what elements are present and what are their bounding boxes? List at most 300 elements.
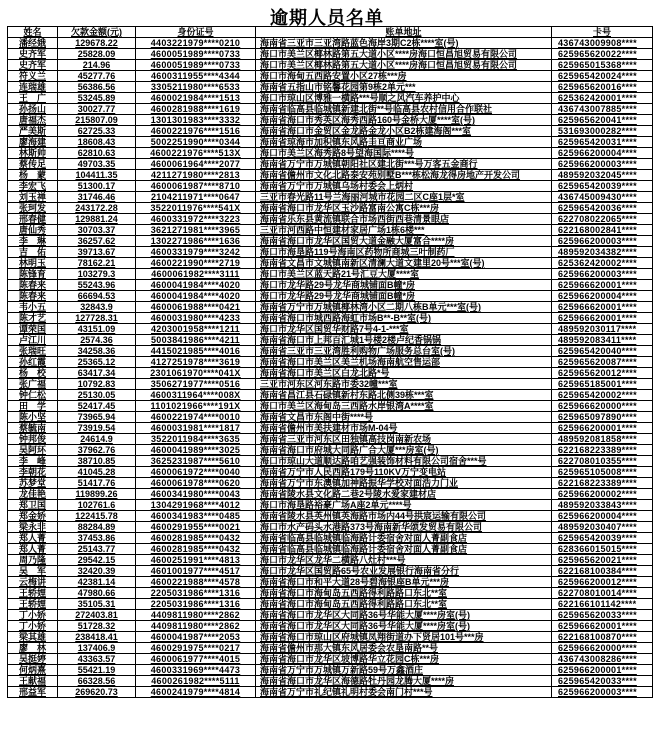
cell-billing-address: 海口市龙华区国贸华财路7号4-1-***室 <box>256 324 552 335</box>
cell-id-number: 3506271977****0516 <box>136 379 256 390</box>
table-row <box>8 38 653 49</box>
cell-id-number: 4600221976****513X <box>136 148 256 159</box>
cell-id-number: 4600221990****2719 <box>136 258 256 269</box>
cell-amount: 38710.85 <box>58 456 136 467</box>
cell-id-number: 4600061964****2077 <box>136 159 256 170</box>
cell-name: 李 峰 <box>8 456 58 467</box>
cell-name: 陈春来 <box>8 291 58 302</box>
page-title: 逾期人员名单 <box>270 8 384 28</box>
cell-billing-address: 海南省海口市龙华区大同路36号华能大厦****房室(号) <box>256 610 552 621</box>
cell-amount: 24614.9 <box>58 434 136 445</box>
cell-amount: 25143.77 <box>58 544 136 555</box>
cell-billing-address: 海口市龙华路29号龙华商城铺面B幢*房 <box>256 291 552 302</box>
cell-card-number: 622708010355**** <box>552 456 653 467</box>
cell-name: 郑卫国 <box>8 500 58 511</box>
cell-id-number: 4415021985****4016 <box>136 346 256 357</box>
cell-amount: 43363.57 <box>58 654 136 665</box>
cell-card-number: 625965620016**** <box>552 82 653 93</box>
cell-name: 张瑞旺 <box>8 346 58 357</box>
cell-amount: 272403.81 <box>58 610 136 621</box>
cell-id-number: 1304291968****4012 <box>136 500 256 511</box>
cell-amount: 53245.89 <box>58 93 136 104</box>
cell-billing-address: 海南省海口市龙华区海德路牡丹园龙腾大厦****房 <box>256 676 552 687</box>
table-row <box>8 280 653 291</box>
cell-card-number: 625965420039**** <box>552 533 653 544</box>
table-row <box>8 456 653 467</box>
table-row <box>8 357 653 368</box>
cell-card-number: 622166101142**** <box>552 599 653 610</box>
cell-amount: 30703.37 <box>58 225 136 236</box>
cell-id-number: 4600061982****3111 <box>136 269 256 280</box>
cell-id-number: 4600061977****4015 <box>136 654 256 665</box>
cell-id-number: 2301061970****041X <box>136 368 256 379</box>
cell-id-number: 4600331972****3223 <box>136 214 256 225</box>
cell-name: 郑人菁 <box>8 533 58 544</box>
cell-billing-address: 海南省万宁市东澳镇加神路振华学校对面浩力门业 <box>256 478 552 489</box>
table-row <box>8 467 653 478</box>
table-row <box>8 555 653 566</box>
table-row <box>8 522 653 533</box>
cell-name: 吴阿环 <box>8 445 58 456</box>
cell-name: 吴挺婷 <box>8 654 58 665</box>
cell-name: 李宏飞 <box>8 181 58 192</box>
cell-id-number: 4600041987****2053 <box>136 632 256 643</box>
cell-billing-address: 海南省海口市琼山区府城镇凤翔街道办下贤居101号***房 <box>256 632 552 643</box>
cell-name: 何炳熹 <box>8 665 58 676</box>
cell-id-number: 4600311964****008X <box>136 390 256 401</box>
cell-amount: 73919.54 <box>58 423 136 434</box>
cell-card-number: 625965620087**** <box>552 357 653 368</box>
cell-name: 连瑞雄 <box>8 82 58 93</box>
cell-amount: 122415.78 <box>58 511 136 522</box>
cell-name: 史齐军 <box>8 60 58 71</box>
table-row <box>8 489 653 500</box>
cell-billing-address: 海南省万宁市万城镇乌场村委会上炳村 <box>256 181 552 192</box>
cell-amount: 56386.56 <box>58 82 136 93</box>
table-row <box>8 368 653 379</box>
cell-id-number: 4600261982****5111 <box>136 676 256 687</box>
cell-name: 龙佳艳 <box>8 489 58 500</box>
cell-id-number: 4409811980****2862 <box>136 621 256 632</box>
table-row <box>8 126 653 137</box>
cell-billing-address: 海南省海口市城西路海虹市场B**-B**室(号) <box>256 313 552 324</box>
cell-name: 卢江川 <box>8 335 58 346</box>
cell-amount: 34258.36 <box>58 346 136 357</box>
table-row <box>8 258 653 269</box>
table-row <box>8 379 653 390</box>
cell-name: 史齐军 <box>8 49 58 60</box>
table-row <box>8 71 653 82</box>
cell-amount: 43151.09 <box>58 324 136 335</box>
cell-card-number: 625966200001**** <box>552 665 653 676</box>
cell-billing-address: 海南省海口市金贸区金龙路金龙小区B2栋建海阁***室 <box>256 126 552 137</box>
cell-billing-address: 海南省三亚市三亚湾胜利购物广场服务总台室(号) <box>256 346 552 357</box>
cell-amount: 25130.05 <box>58 390 136 401</box>
cell-billing-address: 海南省昌江县石碌镇新村东路北侧39栋***室 <box>256 390 552 401</box>
cell-amount: 29542.15 <box>58 555 136 566</box>
cell-id-number: 4600051989****0733 <box>136 60 256 71</box>
table-row <box>8 577 653 588</box>
cell-amount: 269620.73 <box>58 687 136 698</box>
cell-id-number: 4403221979****0210 <box>136 38 256 49</box>
cell-card-number: 622168100384**** <box>552 566 653 577</box>
cell-billing-address: 海口市美兰区椰林路第五大道小区****房海口恒昌旭贸易有限公司 <box>256 60 552 71</box>
cell-id-number: 4600281988****1619 <box>136 104 256 115</box>
cell-amount: 37962.76 <box>58 445 136 456</box>
cell-id-number: 4127251978****3619 <box>136 357 256 368</box>
cell-id-number: 1302271986****1636 <box>136 236 256 247</box>
cell-billing-address: 海南省万宁市人民西路179号110KV万宁变电站 <box>256 467 552 478</box>
table-row <box>8 291 653 302</box>
cell-amount: 25365.12 <box>58 357 136 368</box>
cell-id-number: 4600221976****1516 <box>136 126 256 137</box>
cell-amount: 73965.94 <box>58 412 136 423</box>
cell-billing-address: 海口市琼山大道顺达路咱艺强装饰材料有限公司宿舍***号 <box>256 456 552 467</box>
table-row <box>8 302 653 313</box>
cell-card-number: 489592033843**** <box>552 500 653 511</box>
cell-amount: 18608.43 <box>58 137 136 148</box>
cell-billing-address: 海南省文昌市文城镇南新区清澜大道文建里20号***室(号) <box>256 258 552 269</box>
cell-name: 吉 佑 <box>8 247 58 258</box>
table-row <box>8 599 653 610</box>
cell-billing-address: 海南省海口市海甸岛五西路得利路路口东北**室 <box>256 599 552 610</box>
header-amount: 欠款金额(元) <box>58 27 136 38</box>
table-row <box>8 500 653 511</box>
cell-name: 蔡传足 <box>8 159 58 170</box>
cell-amount: 36257.62 <box>58 236 136 247</box>
cell-name: 李 琳 <box>8 236 58 247</box>
cell-id-number: 4600221974****0010 <box>136 412 256 423</box>
cell-amount: 103279.3 <box>58 269 136 280</box>
cell-billing-address: 海南省万宁市礼纪镇礼明村委会南门村***号 <box>256 687 552 698</box>
header-card-number: 卡号 <box>552 27 653 38</box>
cell-amount: 2574.36 <box>58 335 136 346</box>
cell-card-number: 436743009908**** <box>552 38 653 49</box>
cell-amount: 37453.86 <box>58 533 136 544</box>
table-row <box>8 335 653 346</box>
cell-card-number: 622708022065**** <box>552 214 653 225</box>
cell-card-number: 625966620001**** <box>552 280 653 291</box>
cell-name: 陈才艺 <box>8 313 58 324</box>
cell-id-number: 2205031986****1316 <box>136 588 256 599</box>
cell-card-number: 625965620041**** <box>552 115 653 126</box>
cell-card-number: 622168223389**** <box>552 445 653 456</box>
table-row <box>8 390 653 401</box>
cell-name: 廖海建 <box>8 137 58 148</box>
cell-name: 王轿娌 <box>8 588 58 599</box>
cell-billing-address: 海南省文昌市东阁中街****号 <box>256 412 552 423</box>
cell-card-number: 622708010014**** <box>552 588 653 599</box>
table-row <box>8 159 653 170</box>
cell-amount: 243172.28 <box>58 203 136 214</box>
cell-card-number: 625966200004**** <box>552 511 653 522</box>
cell-card-number: 622168002841**** <box>552 225 653 236</box>
cell-card-number: 489592030117**** <box>552 324 653 335</box>
cell-name: 刘玉禅 <box>8 192 58 203</box>
cell-card-number: 625966620001**** <box>552 313 653 324</box>
cell-card-number: 489592032045**** <box>552 170 653 181</box>
cell-amount: 55243.96 <box>58 280 136 291</box>
cell-card-number: 436745009430**** <box>552 192 653 203</box>
cell-billing-address: 海口市琼山区博雅一横路***号顺之风汽车养护中心 <box>256 93 552 104</box>
cell-name: 韦小五 <box>8 302 58 313</box>
cell-name: 杨 校 <box>8 368 58 379</box>
cell-card-number: 625965420031**** <box>552 137 653 148</box>
cell-card-number: 625966200012**** <box>552 577 653 588</box>
cell-id-number: 4600281985****0432 <box>136 544 256 555</box>
cell-name: 丁小娇 <box>8 621 58 632</box>
cell-card-number: 531693000282**** <box>552 126 653 137</box>
cell-amount: 39713.67 <box>58 247 136 258</box>
table-row <box>8 170 653 181</box>
cell-billing-address: 海口市海甸五西路安置小区27栋***房 <box>256 71 552 82</box>
cell-name: 杨 蒙 <box>8 170 58 181</box>
cell-name: 邢益军 <box>8 687 58 698</box>
cell-id-number: 4600341983****0485 <box>136 511 256 522</box>
cell-name: 吴 军 <box>8 566 58 577</box>
cell-id-number: 4600041984****4020 <box>136 280 256 291</box>
cell-id-number: 3305211980****6533 <box>136 82 256 93</box>
cell-card-number: 489592034382**** <box>552 247 653 258</box>
cell-amount: 238418.41 <box>58 632 136 643</box>
table-row <box>8 665 653 676</box>
cell-billing-address: 海口市龙华路29号龙华商城铺面B幢*房 <box>256 280 552 291</box>
cell-amount: 129678.22 <box>58 38 136 49</box>
table-row <box>8 137 653 148</box>
cell-id-number: 4600291975****0217 <box>136 643 256 654</box>
cell-card-number: 625966200003**** <box>552 159 653 170</box>
cell-billing-address: 海口市龙华区龙华二横路八灶村***号 <box>256 555 552 566</box>
cell-id-number: 4600241979****4814 <box>136 687 256 698</box>
cell-id-number: 5003841986****4211 <box>136 335 256 346</box>
cell-billing-address: 海口市美兰区椰林路第五大道小区****房海口恒昌旭贸易有限公司 <box>256 49 552 60</box>
cell-billing-address: 海南省临高县临城镇新建北街**号临高县农村信用合作联社 <box>256 104 552 115</box>
cell-amount: 88284.89 <box>58 522 136 533</box>
cell-billing-address: 海南省三亚市河东区田独镇高技岗南新农场 <box>256 434 552 445</box>
cell-amount: 215807.09 <box>58 115 136 126</box>
cell-id-number: 3522011984****3635 <box>136 434 256 445</box>
cell-card-number: 625966200003**** <box>552 687 653 698</box>
cell-id-number: 4600251991****4813 <box>136 555 256 566</box>
cell-billing-address: 海口市美兰区海秀路8号望海国际****号 <box>256 148 552 159</box>
cell-name: 潘经娥 <box>8 38 58 49</box>
cell-id-number: 3522011976****541X <box>136 203 256 214</box>
cell-billing-address: 海口市美兰区蓝天路21号汇豆大厦****室 <box>256 269 552 280</box>
table-row <box>8 434 653 445</box>
cell-billing-address: 三亚市河东区河东路市委32幢***室 <box>256 379 552 390</box>
table-row <box>8 346 653 357</box>
cell-billing-address: 海南省万宁市万城镇椰林湾小区二期八栋B单元***室(号) <box>256 302 552 313</box>
cell-amount: 25828.09 <box>58 49 136 60</box>
table-row <box>8 82 653 93</box>
table-row <box>8 93 653 104</box>
cell-amount: 47980.66 <box>58 588 136 599</box>
cell-name: 林斯帅 <box>8 148 58 159</box>
table-row <box>8 643 653 654</box>
cell-amount: 51300.17 <box>58 181 136 192</box>
cell-amount: 66694.53 <box>58 291 136 302</box>
cell-amount: 104411.35 <box>58 170 136 181</box>
cell-name: 苏梦堂 <box>8 478 58 489</box>
cell-card-number: 625966200004**** <box>552 291 653 302</box>
table-row <box>8 269 653 280</box>
header-id-number: 身份证号 <box>136 27 256 38</box>
table-row <box>8 533 653 544</box>
cell-name: 周乃隆 <box>8 555 58 566</box>
cell-card-number: 489592083411**** <box>552 335 653 346</box>
cell-card-number: 625965105008**** <box>552 467 653 478</box>
table-row <box>8 313 653 324</box>
cell-card-number: 625966620001**** <box>552 621 653 632</box>
table-row <box>8 423 653 434</box>
cell-billing-address: 海南省万宁市万城镇万新路59号万鑫酒庄 <box>256 665 552 676</box>
cell-billing-address: 海南省五指山市铭馨花园第9栋2单元*** <box>256 82 552 93</box>
table-row <box>8 544 653 555</box>
cell-name: 张珂发 <box>8 203 58 214</box>
cell-card-number: 625965420039**** <box>552 181 653 192</box>
table-row <box>8 654 653 665</box>
cell-billing-address: 海南省海口市龙华区国贸大道金融大厦富合****房 <box>256 236 552 247</box>
cell-id-number: 4600021984****1513 <box>136 93 256 104</box>
cell-card-number: 628366015015**** <box>552 544 653 555</box>
cell-amount: 31746.46 <box>58 192 136 203</box>
cell-billing-address: 海口市龙华区国贸路65号农业发展银行海南省分行 <box>256 566 552 577</box>
cell-id-number: 4600031980****4233 <box>136 313 256 324</box>
table-row <box>8 192 653 203</box>
cell-card-number: 625966620000**** <box>552 401 653 412</box>
cell-card-number: 622168223389**** <box>552 478 653 489</box>
table-row <box>8 49 653 60</box>
cell-id-number: 3625231987****5610 <box>136 456 256 467</box>
cell-name: 梁永非 <box>8 522 58 533</box>
cell-billing-address: 海南省海口市海甸岛五西路得利路路口东北**室 <box>256 588 552 599</box>
cell-id-number: 4600291955****0021 <box>136 522 256 533</box>
cell-card-number: 625965620012**** <box>552 368 653 379</box>
cell-card-number: 625966200002**** <box>552 489 653 500</box>
table-row <box>8 203 653 214</box>
header-name: 姓名 <box>8 27 58 38</box>
cell-name: 王轿娌 <box>8 599 58 610</box>
cell-billing-address: 海南省海口市龙华区坡博路华立花园C栋***房 <box>256 654 552 665</box>
cell-id-number: 1101021966****191X <box>136 401 256 412</box>
cell-card-number: 625965420033**** <box>552 676 653 687</box>
cell-name: 谭荣国 <box>8 324 58 335</box>
cell-billing-address: 海南省海口市龙华区大同路36号华能大厦****房室(号) <box>256 621 552 632</box>
cell-billing-address: 海南省临高县临城镇临海路计委宿舍对面人菁副食店 <box>256 533 552 544</box>
cell-amount: 42381.14 <box>58 577 136 588</box>
table-row <box>8 632 653 643</box>
cell-name: 陈小坚 <box>8 412 58 423</box>
cell-card-number: 625966200001**** <box>552 423 653 434</box>
cell-billing-address: 海南省临高县临城镇临海路计委宿舍对面人菁副食店 <box>256 544 552 555</box>
cell-name: 林明玉 <box>8 258 58 269</box>
cell-card-number: 436743008286**** <box>552 654 653 665</box>
table-row <box>8 214 653 225</box>
cell-id-number: 4600061987****8710 <box>136 181 256 192</box>
cell-billing-address: 海南省海口市龙华区玉沙路富南公寓C栋***房 <box>256 203 552 214</box>
cell-amount: 78162.21 <box>58 258 136 269</box>
cell-name: 丁小娇 <box>8 610 58 621</box>
cell-billing-address: 海南省儋州市美扶建材市场M-04号 <box>256 423 552 434</box>
cell-id-number: 4600061972****0040 <box>136 467 256 478</box>
cell-name: 王 广 <box>8 93 58 104</box>
cell-card-number: 436743007885**** <box>552 104 653 115</box>
table-row <box>8 247 653 258</box>
cell-billing-address: 海口市海垦路119号海南区药物所商城三叶制药厂 <box>256 247 552 258</box>
cell-name: 钟邦俊 <box>8 434 58 445</box>
cell-name: 孙红霞 <box>8 357 58 368</box>
cell-id-number: 4600331979****3242 <box>136 247 256 258</box>
table-row <box>8 401 653 412</box>
cell-card-number: 625362420001**** <box>552 93 653 104</box>
cell-id-number: 4600221988****4578 <box>136 577 256 588</box>
cell-name: 符义兰 <box>8 71 58 82</box>
cell-billing-address: 海南省海口市美兰区美兰机场海南航空售运部 <box>256 357 552 368</box>
cell-billing-address: 海南省海口市和平大道28号碧海银座B单元***房 <box>256 577 552 588</box>
cell-id-number: 1301301983****3332 <box>136 115 256 126</box>
table-row <box>8 236 653 247</box>
cell-billing-address: 海南省琼海市加积镇东风路圭亘商业广场 <box>256 137 552 148</box>
cell-card-number: 625966200003**** <box>552 269 653 280</box>
cell-amount: 10792.83 <box>58 379 136 390</box>
table-row <box>8 621 653 632</box>
table-row <box>8 588 653 599</box>
cell-card-number: 625965420024**** <box>552 71 653 82</box>
cell-id-number: 4600061988****0421 <box>136 302 256 313</box>
cell-amount: 51728.32 <box>58 621 136 632</box>
cell-id-number: 4600311955****4344 <box>136 71 256 82</box>
cell-amount: 51417.76 <box>58 478 136 489</box>
cell-amount: 41045.28 <box>58 467 136 478</box>
cell-amount: 62725.33 <box>58 126 136 137</box>
table-row <box>8 687 653 698</box>
cell-card-number: 625965097890**** <box>552 412 653 423</box>
cell-billing-address: 海南省海口市府城大同路广合大厦***房室(号) <box>256 445 552 456</box>
cell-billing-address: 海南省儋州市那大镇东风居委会农垦南路**号 <box>256 643 552 654</box>
cell-name: 郑金娇 <box>8 511 58 522</box>
cell-id-number: 4600061978****0620 <box>136 478 256 489</box>
cell-name: 陈锋育 <box>8 269 58 280</box>
cell-amount: 214.96 <box>58 60 136 71</box>
cell-amount: 63417.34 <box>58 368 136 379</box>
cell-card-number: 625966200004**** <box>552 148 653 159</box>
cell-name: 梁其雄 <box>8 632 58 643</box>
cell-name: 蔡毓南 <box>8 423 58 434</box>
cell-amount: 102761.6 <box>58 500 136 511</box>
cell-id-number: 4600281985****0432 <box>136 533 256 544</box>
cell-name: 严美斯 <box>8 126 58 137</box>
table-row <box>8 412 653 423</box>
cell-name: 廖 林 <box>8 643 58 654</box>
cell-amount: 52417.45 <box>58 401 136 412</box>
overdue-personnel-table <box>7 26 653 698</box>
cell-name: 郑人菁 <box>8 544 58 555</box>
cell-name: 唐福杰 <box>8 115 58 126</box>
cell-id-number: 2205031986****1316 <box>136 599 256 610</box>
cell-amount: 35105.31 <box>58 599 136 610</box>
cell-card-number: 625965620033**** <box>552 610 653 621</box>
table-row <box>8 115 653 126</box>
cell-amount: 62810.63 <box>58 148 136 159</box>
cell-billing-address: 海南省海口市美兰区白龙北路*号 <box>256 368 552 379</box>
cell-card-number: 622168100870**** <box>552 632 653 643</box>
cell-id-number: 4601001977****4517 <box>136 566 256 577</box>
cell-name: 田 学 <box>8 401 58 412</box>
cell-amount: 32420.39 <box>58 566 136 577</box>
cell-id-number: 4600341980****0043 <box>136 489 256 500</box>
cell-name: 唐仙秀 <box>8 225 58 236</box>
cell-amount: 45277.76 <box>58 71 136 82</box>
